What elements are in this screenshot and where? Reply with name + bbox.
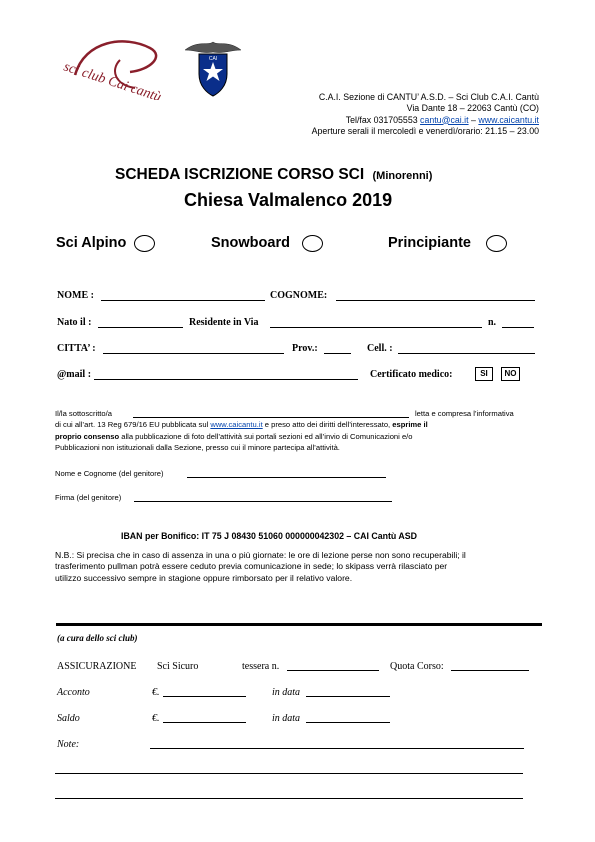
- assicurazione-label: ASSICURAZIONE: [57, 661, 137, 672]
- label-cognome: COGNOME:: [270, 290, 328, 301]
- label-prov: Prov.:: [292, 343, 318, 354]
- label-cell: Cell. :: [367, 343, 393, 354]
- parent-sign-field[interactable]: [134, 501, 392, 502]
- header-phone: Tel/fax 031705553: [345, 114, 421, 125]
- header-address: [312, 92, 539, 137]
- header-line1: C.A.I. Sezione di CANTU’ A.S.D. – Sci Club C.A.I. Cantù: [318, 92, 539, 102]
- consent-l1b: letta e compresa l’informativa: [415, 409, 514, 418]
- section-divider: [56, 623, 542, 626]
- acconto-field[interactable]: [163, 696, 246, 697]
- parent-name-field[interactable]: [187, 477, 386, 478]
- acconto-euro: €.: [152, 687, 160, 698]
- note-l3: utilizzo successivo sempre in stagione oppure rimborsato per il relativo valore.: [55, 572, 353, 583]
- nome-field[interactable]: [101, 300, 265, 301]
- saldo-label: Saldo: [57, 713, 80, 724]
- cai-logo: [183, 38, 243, 100]
- parent-sign-label: Firma (del genitore): [55, 493, 122, 502]
- option-beginner-circle[interactable]: [486, 235, 507, 252]
- consent-l2a: di cui all’art. 13 Reg 679/16 EU pubblicata sul: [55, 420, 211, 429]
- residente-field[interactable]: [270, 327, 482, 328]
- mail-field[interactable]: [94, 379, 358, 380]
- citta-field[interactable]: [103, 353, 284, 354]
- label-numero: n.: [488, 317, 497, 328]
- note-field-3[interactable]: [55, 798, 523, 799]
- consent-l3b: alla pubblicazione di foto dell’attività sui portali sezioni ed all’invio di Comunicazioni e/o: [119, 432, 413, 441]
- certificato-si-box[interactable]: SI: [475, 367, 493, 381]
- note-label: Note:: [57, 739, 80, 750]
- title-minor: (Minorenni): [372, 170, 433, 182]
- acconto-label: Acconto: [57, 687, 90, 698]
- saldo-euro: €.: [152, 713, 160, 724]
- prov-field[interactable]: [324, 353, 351, 354]
- tessera-field[interactable]: [287, 670, 379, 671]
- page-title: [115, 166, 432, 184]
- note-field-2[interactable]: [55, 773, 523, 774]
- label-citta: CITTA’ :: [57, 343, 96, 354]
- label-mail: @mail :: [57, 369, 92, 380]
- note-l1: N.B.: Si precisa che in caso di assenza in una o più giornate: le ore di lezione perse non sono recuperabili; il: [55, 550, 466, 560]
- quota-field[interactable]: [451, 670, 529, 671]
- label-nome: NOME :: [57, 290, 94, 301]
- header-line2: Via Dante 18 – 22063 Cantù (CO): [406, 103, 539, 114]
- consent-line4: Pubblicazioni non istituzionali dalla Sezione, presso cui il minore partecipa all’attività.: [55, 443, 340, 452]
- sci-club-logo: [55, 30, 173, 100]
- email-link[interactable]: cantu@cai.it: [420, 114, 469, 125]
- numero-field[interactable]: [502, 327, 534, 328]
- header-sep: –: [468, 114, 479, 125]
- page-subtitle: Chiesa Valmalenco 2019: [184, 190, 393, 210]
- quota-label: Quota Corso:: [390, 661, 444, 672]
- note-block: [55, 550, 466, 584]
- certificato-no-box[interactable]: NO: [501, 367, 520, 381]
- tessera-label: tessera n.: [242, 661, 280, 672]
- sci-sicuro-label: Sci Sicuro: [157, 661, 199, 672]
- option-snowboard-label: Snowboard: [211, 235, 290, 251]
- acconto-in-data: in data: [272, 687, 301, 698]
- label-certificato: Certificato medico:: [370, 369, 453, 380]
- title-main: SCHEDA ISCRIZIONE CORSO SCI: [115, 166, 365, 183]
- note-field-1[interactable]: [150, 748, 524, 749]
- nato-field[interactable]: [98, 327, 183, 328]
- header-line3: [312, 115, 539, 126]
- consent-line2: [55, 420, 428, 429]
- iban: IBAN per Bonifico: IT 75 J 08430 51060 000000042302 – CAI Cantù ASD: [121, 531, 417, 541]
- consent-l2-bold: esprime il: [392, 420, 428, 429]
- club-heading: (a cura dello sci club): [57, 633, 138, 643]
- option-snowboard-circle[interactable]: [302, 235, 323, 252]
- website-link[interactable]: www.caicantu.it: [478, 114, 539, 125]
- saldo-date-field[interactable]: [306, 722, 390, 723]
- saldo-field[interactable]: [163, 722, 246, 723]
- svg-text:CAI: CAI: [208, 56, 218, 62]
- note-l2: trasferimento pullman potrà essere ceduto previa comunicazione in sede; lo skipass verrà rilasciato per: [55, 561, 448, 572]
- label-nato: Nato il :: [57, 317, 92, 328]
- cognome-field[interactable]: [336, 300, 535, 301]
- option-ski-circle[interactable]: [134, 235, 155, 252]
- consent-line3: [55, 432, 413, 441]
- sottoscritto-field[interactable]: [133, 417, 409, 418]
- consent-l3-bold: proprio consenso: [55, 432, 120, 441]
- acconto-date-field[interactable]: [306, 696, 390, 697]
- consent-l2b: e preso atto dei diritti dell’interessato,: [262, 420, 393, 429]
- saldo-in-data: in data: [272, 713, 301, 724]
- label-residente: Residente in Via: [189, 317, 259, 328]
- option-beginner-label: Principiante: [388, 235, 471, 251]
- consent-l1a: Il/la sottoscritto/a: [55, 409, 112, 418]
- parent-name-label: Nome e Cognome (del genitore): [55, 469, 164, 478]
- consent-website-link[interactable]: www.caicantu.it: [210, 420, 263, 429]
- header-line4: Aperture serali il mercoledì e venerdì/orario: 21.15 – 23.00: [311, 125, 539, 136]
- option-ski-label: Sci Alpino: [56, 235, 127, 251]
- cell-field[interactable]: [398, 353, 535, 354]
- svg-text:sci club Cai cantù: sci club Cai cantù: [61, 59, 163, 100]
